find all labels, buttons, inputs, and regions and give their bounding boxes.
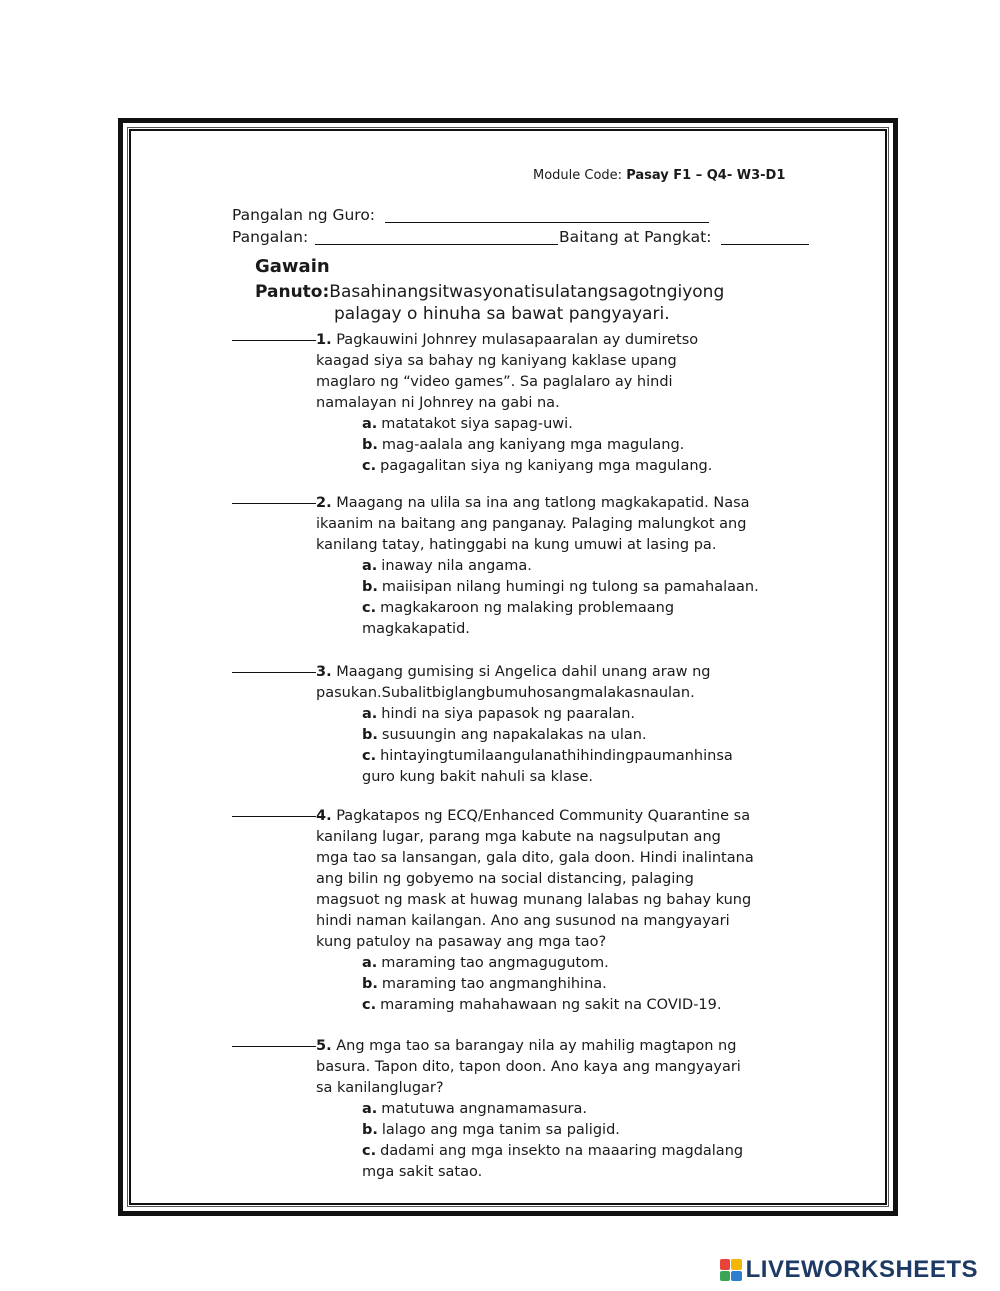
question-line xyxy=(316,911,816,932)
question-line-text: ikaanim na baitang ang panganay. Palaging malungkot ang xyxy=(316,516,747,532)
option-list xyxy=(362,1099,743,1183)
option-text: dadami ang mga insekto na maaaring magdalang xyxy=(380,1143,744,1159)
option-c xyxy=(362,1141,743,1162)
answer-blank[interactable] xyxy=(232,672,316,673)
guro-field-line[interactable] xyxy=(385,222,709,223)
question-line xyxy=(316,932,816,953)
question-line-text: Ang mga tao sa barangay nila ay mahilig magtapon ng xyxy=(336,1038,737,1054)
question-line xyxy=(316,1078,816,1099)
answer-blank[interactable] xyxy=(232,1046,316,1047)
option-letter: c. xyxy=(362,600,377,616)
question-line-text: Pagkauwini Johnrey mulasapaaralan ay dumiretso xyxy=(336,332,699,348)
panuto-text-1: Basahinangsitwasyonatisulatangsagotngiyong xyxy=(329,282,725,302)
option-text: inaway nila angama. xyxy=(381,558,532,574)
question-line-text: kanilang lugar, parang mga kabute na nagsulputan ang xyxy=(316,829,721,845)
option-b xyxy=(362,974,722,995)
option-text: hindi na siya papasok ng paaralan. xyxy=(381,706,636,722)
option-text: susuungin ang napakalakas na ulan. xyxy=(381,727,647,743)
option-text: hintayingtumilaangulanathihindingpaumanhinsa xyxy=(380,748,733,764)
branding-text: LIVEWORKSHEETS xyxy=(745,1256,978,1283)
option-letter: c. xyxy=(362,1143,377,1159)
option-letter: a. xyxy=(362,558,378,574)
panuto-label: Panuto: xyxy=(255,282,330,302)
option-letter: a. xyxy=(362,706,378,722)
question-line xyxy=(316,535,816,556)
option-text: mga sakit satao. xyxy=(362,1164,483,1180)
question-line xyxy=(316,662,816,683)
option-c xyxy=(362,995,722,1016)
answer-blank[interactable] xyxy=(232,340,316,341)
option-text: magkakaroon ng malaking problemaang xyxy=(380,600,675,616)
module-code xyxy=(533,168,785,183)
option-a xyxy=(362,556,759,577)
option-c xyxy=(362,746,733,767)
option-a xyxy=(362,953,722,974)
option-letter: b. xyxy=(362,1122,378,1138)
option-letter: c. xyxy=(362,997,377,1013)
question-text xyxy=(316,1036,816,1099)
option-text: mag-aalala ang kaniyang mga magulang. xyxy=(381,437,685,453)
question-line-text: namalayan ni Johnrey na gabi na. xyxy=(316,395,560,411)
question-number: 5. xyxy=(316,1038,332,1054)
question-line-text: Pagkatapos ng ECQ/Enhanced Community Quarantine sa xyxy=(336,808,751,824)
question-line xyxy=(316,848,816,869)
question-number: 3. xyxy=(316,664,332,680)
question-line xyxy=(316,393,816,414)
question-line xyxy=(316,372,816,393)
question-line-text: kaagad siya sa bahay ng kaniyang kaklase upang xyxy=(316,353,677,369)
option-list xyxy=(362,414,712,477)
option-text: guro kung bakit nahuli sa klase. xyxy=(362,769,594,785)
option-letter: a. xyxy=(362,955,378,971)
option-text: maraming tao angmanghihina. xyxy=(381,976,607,992)
option-letter: b. xyxy=(362,579,378,595)
question-line-text: hindi naman kailangan. Ano ang susunod na mangyayari xyxy=(316,913,730,929)
question-number: 1. xyxy=(316,332,332,348)
answer-blank[interactable] xyxy=(232,816,316,817)
question-line xyxy=(316,1057,816,1078)
question-line xyxy=(316,330,816,351)
option-list xyxy=(362,704,733,788)
question-line-text: basura. Tapon dito, tapon doon. Ano kaya ang mangyayari xyxy=(316,1059,741,1075)
guro-label: Pangalan ng Guro: xyxy=(232,206,376,224)
option-text: matatakot siya sapag-uwi. xyxy=(381,416,573,432)
option-c xyxy=(362,619,759,640)
pangalan-field-line[interactable] xyxy=(315,244,558,245)
option-c xyxy=(362,456,712,477)
option-b xyxy=(362,725,733,746)
module-code-value: Pasay F1 – Q4- W3-D1 xyxy=(626,168,786,183)
option-text: maraming tao angmagugutom. xyxy=(381,955,609,971)
question-line-text: pasukan.Subalitbiglangbumuhosangmalakasnaulan. xyxy=(316,685,695,701)
option-b xyxy=(362,435,712,456)
question-line xyxy=(316,351,816,372)
answer-blank[interactable] xyxy=(232,503,316,504)
option-letter: a. xyxy=(362,1101,378,1117)
question-number: 4. xyxy=(316,808,332,824)
question-line-text: kanilang tatay, hatinggabi na kung umuwi at lasing pa. xyxy=(316,537,717,553)
question-text xyxy=(316,493,816,556)
question-line-text: mga tao sa lansangan, gala dito, gala doon. Hindi inalintana xyxy=(316,850,754,866)
option-text: matutuwa angnamamasura. xyxy=(381,1101,587,1117)
question-number: 2. xyxy=(316,495,332,511)
question-text xyxy=(316,806,816,953)
option-b xyxy=(362,577,759,598)
question-line xyxy=(316,1036,816,1057)
panuto-line-1 xyxy=(255,282,724,302)
activity-title: Gawain xyxy=(255,256,330,277)
question-line-text: Maagang gumising si Angelica dahil unang araw ng xyxy=(336,664,711,680)
option-list xyxy=(362,953,722,1016)
question-text xyxy=(316,662,816,704)
option-text: magkakapatid. xyxy=(362,621,470,637)
option-c xyxy=(362,1162,743,1183)
question-line-text: maglaro ng “video games”. Sa paglalaro ay hindi xyxy=(316,374,673,390)
question-line xyxy=(316,514,816,535)
branding xyxy=(720,1258,978,1282)
option-text: maiisipan nilang humingi ng tulong sa pamahalaan. xyxy=(381,579,759,595)
question-line xyxy=(316,493,816,514)
question-line-text: sa kanilanglugar? xyxy=(316,1080,444,1096)
question-line-text: Maagang na ulila sa ina ang tatlong magkakapatid. Nasa xyxy=(336,495,750,511)
option-text: lalago ang mga tanim sa paligid. xyxy=(381,1122,620,1138)
question-line xyxy=(316,869,816,890)
question-line xyxy=(316,806,816,827)
option-text: pagagalitan siya ng kaniyang mga magulang. xyxy=(380,458,713,474)
question-text xyxy=(316,330,816,414)
baitang-label: Baitang at Pangkat: xyxy=(559,228,712,246)
option-text: maraming mahahawaan ng sakit na COVID-19. xyxy=(380,997,722,1013)
question-line-text: kung patuloy na pasaway ang mga tao? xyxy=(316,934,607,950)
question-line-text: magsuot ng mask at huwag munang lalabas ng bahay kung xyxy=(316,892,752,908)
option-list xyxy=(362,556,759,640)
option-letter: b. xyxy=(362,976,378,992)
option-letter: b. xyxy=(362,727,378,743)
question-line-text: ang bilin ng gobyemo na social distancing, palaging xyxy=(316,871,694,887)
question-line xyxy=(316,827,816,848)
question-line xyxy=(316,683,816,704)
option-b xyxy=(362,1120,743,1141)
module-code-label: Module Code: xyxy=(533,168,623,183)
option-letter: a. xyxy=(362,416,378,432)
option-letter: c. xyxy=(362,458,377,474)
option-letter: b. xyxy=(362,437,378,453)
liveworksheets-logo-icon xyxy=(720,1259,742,1281)
question-line xyxy=(316,890,816,911)
pangalan-label: Pangalan: xyxy=(232,228,309,246)
baitang-field-line[interactable] xyxy=(721,244,809,245)
option-c xyxy=(362,767,733,788)
option-a xyxy=(362,414,712,435)
option-a xyxy=(362,1099,743,1120)
option-letter: c. xyxy=(362,748,377,764)
option-a xyxy=(362,704,733,725)
option-c xyxy=(362,598,759,619)
panuto-text-2: palagay o hinuha sa bawat pangyayari. xyxy=(334,304,670,324)
